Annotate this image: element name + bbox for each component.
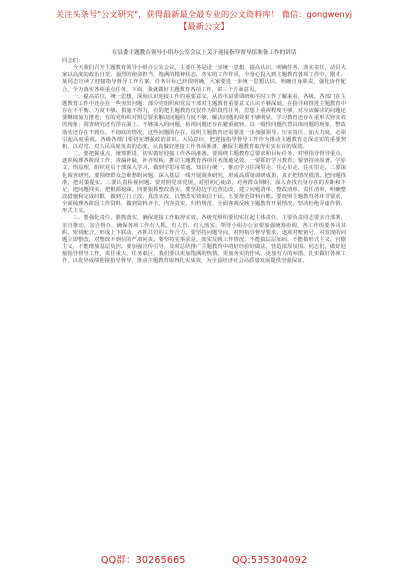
banner-subline: 【最新公文】 [179,21,229,31]
paragraph-intro: 今天我们召开主题教育领导小组办公室会议，主要任务是进一步统一思想，提高认识，明确任务，落实责任，动员大家以高度的政治自觉、强烈的使命担当，饱满的精神状态，务实的工作作风，全身心投入到主题教育各项工作中，刚才，某同志宣读了迎接指导督导工作方案，任务目标已经很明确，大家要进一步统一思想认识，明确自身职责，强化协作配合，全力落实各项重点任务，下面，我就做好主题教育各项工作，讲三个方面意见。 [62,65,346,93]
footer-contact [0,555,408,567]
paragraph-section-2: 二、要把握重点，统筹推进，切实做好迎接工作各项准备。要围绕主题教育总要求和目标任务，对照指导督导重点，逐项梳理各阶段工作，查漏补缺，补齐短板，推动主题教育各项任务落地见效。一要抓好学习教育。要坚持读原著、学原文、悟原理，组织党员干部深入学习，做到学思用贯通、知信行统一，推动学习往深里走、往心里走、往实里走。二要深化调查研究。要围绕群众急难愁盼问题，深入基层一线开展调查研究，形成高质量调研成果，真正把情况摸清、把问题找准、把对策提实。三要认真检视问题。要对照党章党规，对照初心使命，对照群众期盼，深入查找自身存在的差距和不足，把问题找实、把根源挖深。四要狠抓整改落实。要坚持边学边查边改，建立问题清单、整改清单、责任清单，明确整改措施和完成时限，做到立行立改、真改实改，以整改实效取信于民。五要规范资料台账。要按照主题教育各环节要求，全面梳理各阶段工作资料，做到资料齐全、内容真实、归档规范，全面客观反映主题教育开展情况，坚决杜绝弄虚作假、形式主义。 [62,151,346,215]
footer-qq: QQ:535304092 [232,555,308,566]
document-title: 在县委主题教育领导小组办公室会议上关于迎接指导督导组准备工作的讲话 [111,50,297,56]
banner-promo-text: 关注头条号"公文研究"，获得最新最全最专业的公文资料库！ 微信：gongwenyj [55,9,353,19]
footer-qq-group: QQ群：30265665 [100,555,186,566]
document-body [62,48,346,266]
salutation: 同志们： [62,58,84,64]
paragraph-section-3: 三、要强化责任，狠抓落实，确保迎接工作取得实效。各级党组织要切实扛起主体责任，主要负责同志要亲自部署、亲自推动、亲自督办，确保各项工作有人抓、有人管、有人落实。领导小组办公室要加强统筹协调，各工作组要各司其职、密切配合，形成上下联动、齐抓共管的工作合力。要坚持问题导向，对照指导督导要求，逐项对账销号，对发现的问题立即整改，对整改不到位的严肃问责。要坚持实事求是，如实反映工作情况，不能搞层层加码，不能搞形式主义、官僚主义，不能增加基层负担。要加强宣传引导，及时总结推广主题教育中的好经验好做法，营造浓厚氛围。同志们，做好迎接指导督导工作，责任重大、任务艰巨，我们要以更加饱满的热情、更加务实的作风、更加有力的举措，扎实做好各项工作，以优异成绩迎接指导督导，推动主题教育取得扎实成效，为全县经济社会高质量发展提供坚强保证。 [62,215,346,265]
header-banner [0,0,408,44]
paragraph-section-1: 一、提高站位，统一思想，深刻认识迎接工作的重要意义，从省市县委调研和平时工作了解来看，各级、各部门在主题教育工作中还存在一些突出问题：部分党组织和党员干部对主题教育重要意义认识不够深刻，在指导和推进主题教育中存在不平衡、力度不够、措施不得力，有的把主题教育仅仅作为阶段性任务，思想上重视程度不够，对应该解决的问题还要继续加力推进；有的党组织对照总要求解决问题的力度不够，解决问题的效果不够明显，学习教育还存在重形式轻实效的现象；调查研究还有浮在面上、不够深入的问题，检视问题还存在避重就轻、以一般性问题代替具体问题的现象，整改落实还存在不到位、不彻底的情况。这些问题的存在，说明主题教育还需要进一步加强领导、压实责任、加大力度，必须引起高度重视。各级各部门要切实增强政治意识、大局意识，把迎接指导督导工作作为推动主题教育走深走实的重要契机，以对党、对人民高度负责的态度，认真做好迎接工作各项准备，确保主题教育取得实实在在的成效。 [62,93,346,150]
